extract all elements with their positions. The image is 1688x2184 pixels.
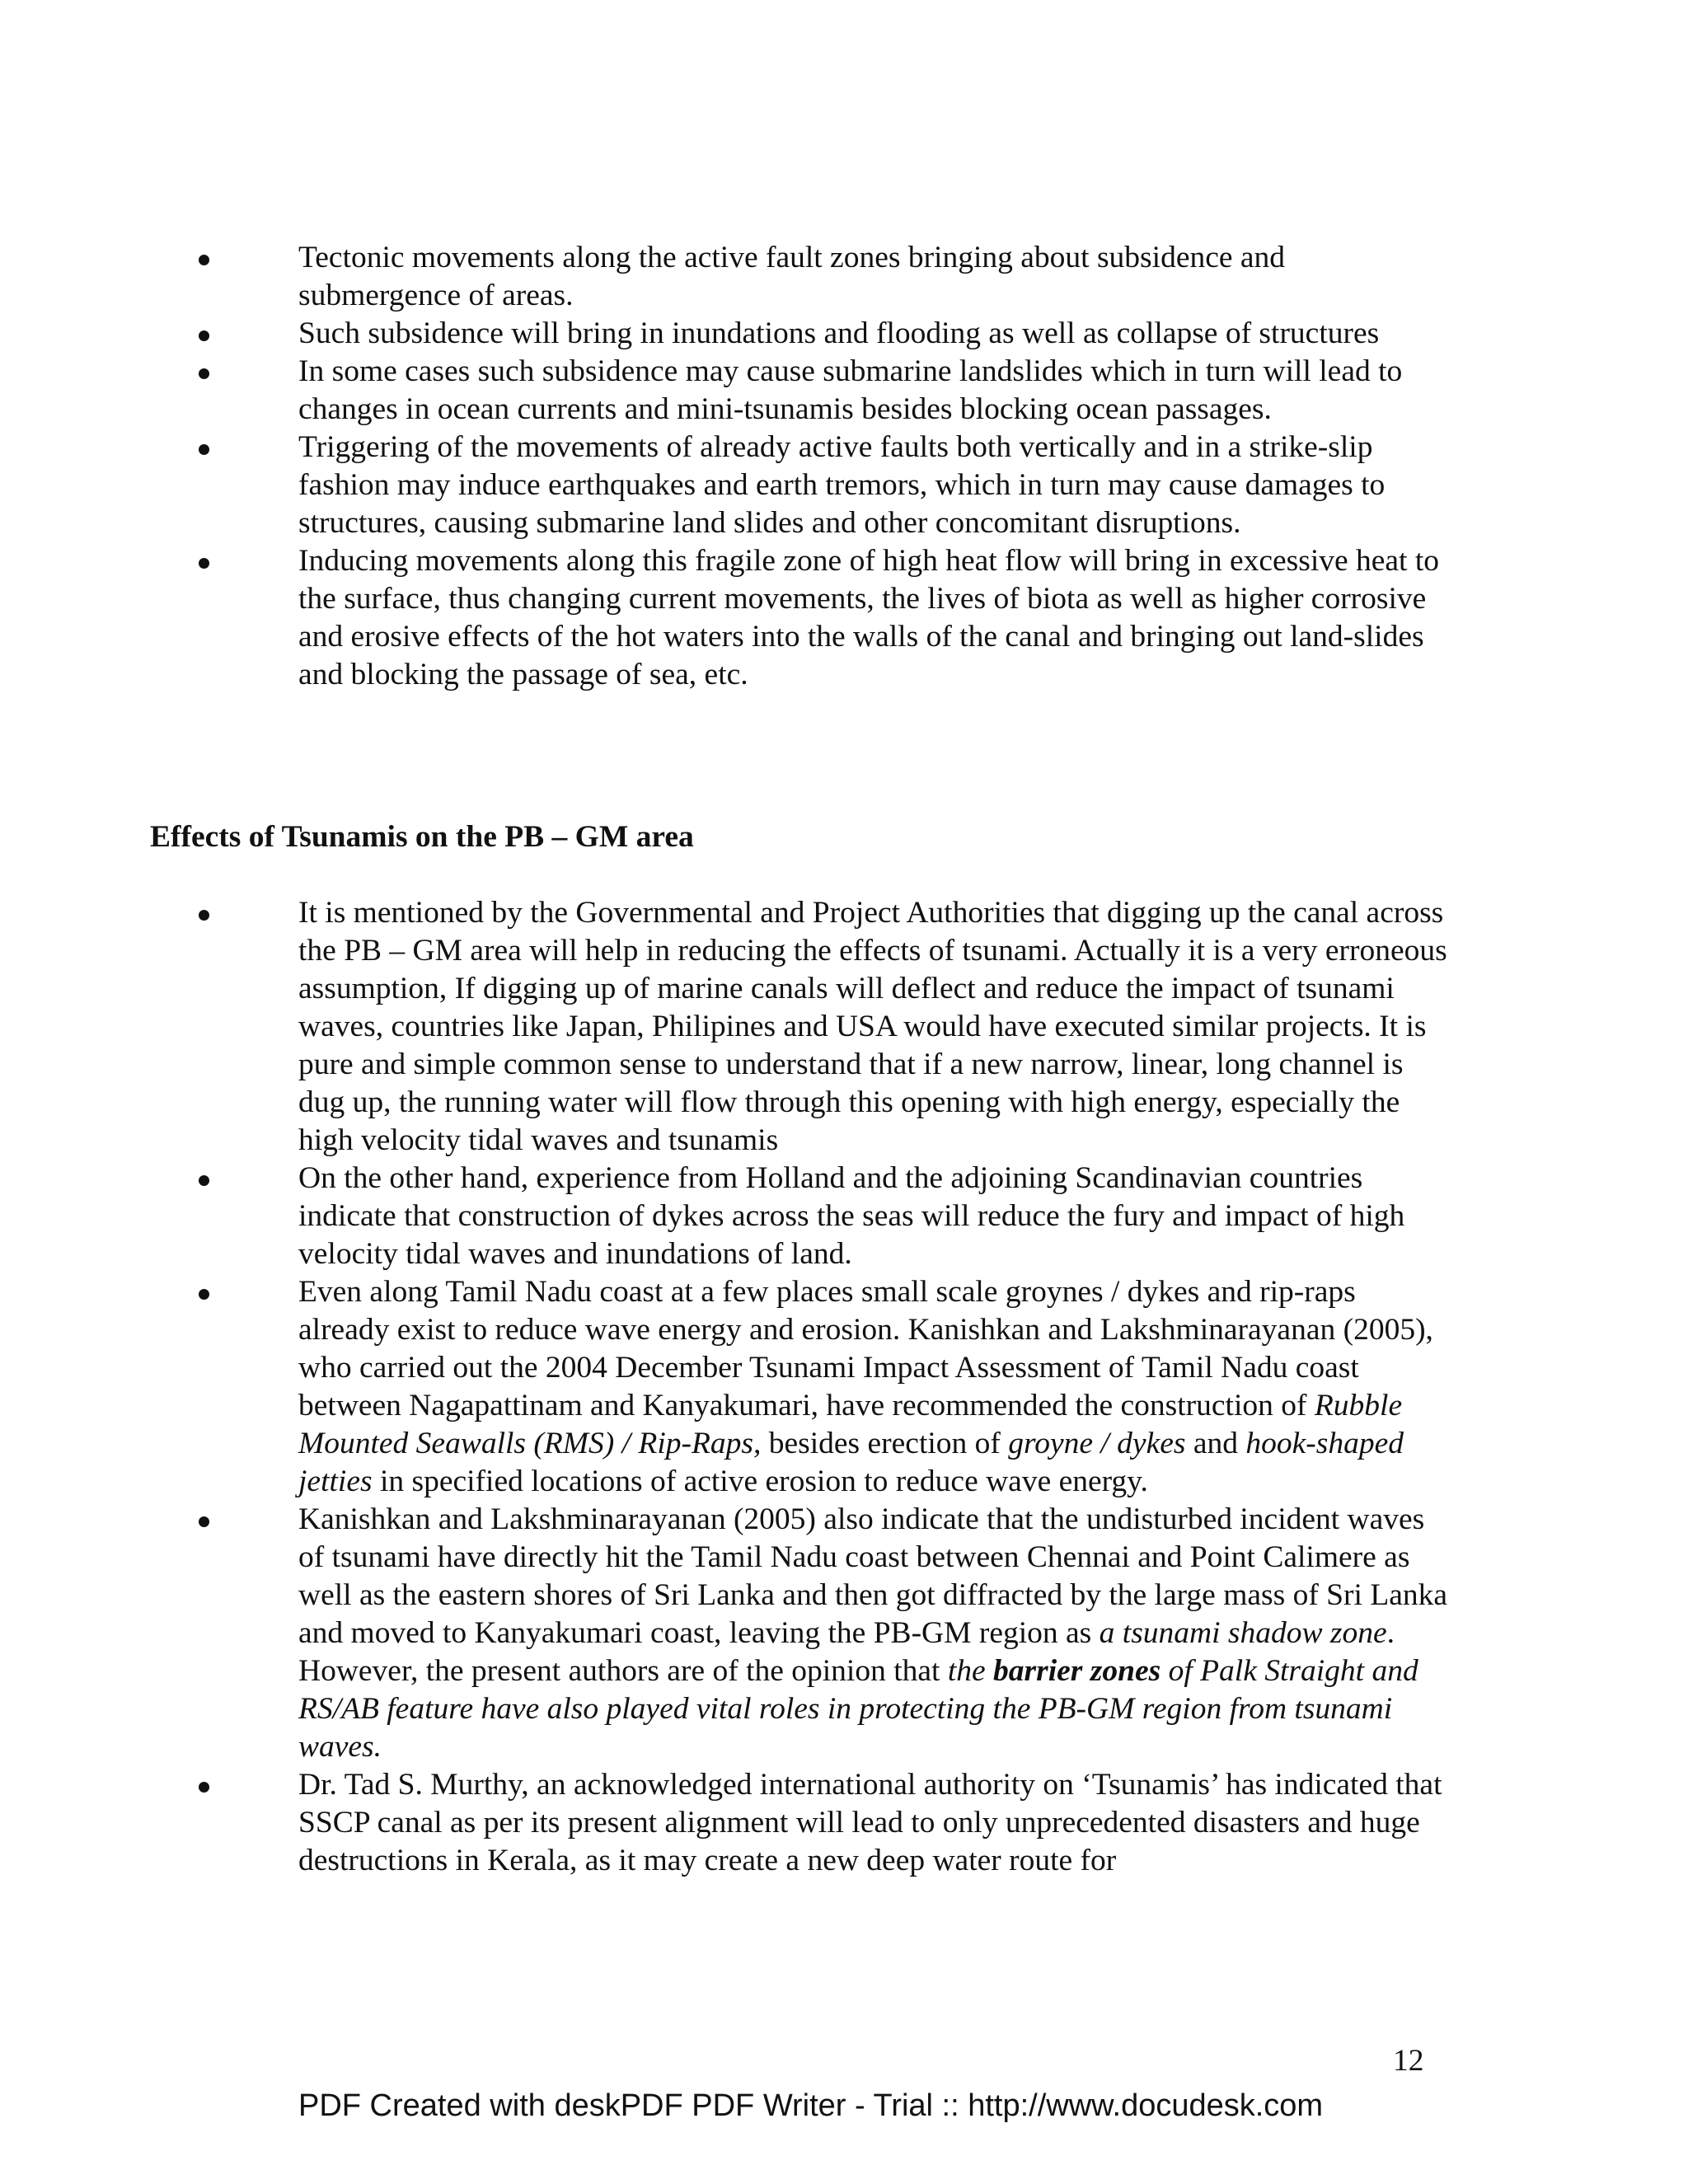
list-item-text [298, 1275, 1433, 1498]
text-run [986, 1654, 993, 1688]
italic-text: Rubble Mounted Seawalls (RMS) / Rip-Raps, [298, 1389, 1403, 1460]
list-item-text: On the other hand, experience from Holland and the adjoining Scandinavian countries indicate that construction of dykes across the seas will reduce the fury and impact of high velocity tidal waves and inundations of land. [298, 1161, 1405, 1271]
page-number: 12 [1393, 2044, 1424, 2078]
italic-text: of Palk Straight and RS/AB feature have also played vital roles in protecting the PB-GM region from tsunami waves. [298, 1654, 1418, 1764]
list-item-text [298, 1502, 1447, 1764]
list-item-text: Triggering of the movements of already active faults both vertically and in a strike-slip fashion may induce earthquakes and earth tremors, which in turn may cause damages to structures, causing submarine land slides and other concomitant disruptions. [298, 430, 1386, 540]
italic-text: the [947, 1654, 986, 1688]
list-item-text: Inducing movements along this fragile zone of high heat flow will bring in excessive heat to the surface, thus changing current movements, the lives of biota as well as higher corrosive and erosive effects of the hot waters into the walls of the canal and bringing out land-slides and blocking the passage of sea, etc. [298, 544, 1440, 691]
text-run: in specified locations of active erosion to reduce wave energy. [372, 1465, 1148, 1498]
bold-italic-text: barrier zones [993, 1654, 1161, 1688]
text-run: . However, the present authors are of the opinion that [298, 1616, 1395, 1688]
list-item-text: Tectonic movements along the active fault zones bringing about subsidence and submergence of areas. [298, 241, 1286, 312]
list-item-text: It is mentioned by the Governmental and Project Authorities that digging up the canal across the PB – GM area will help in reducing the effects of tsunami. Actually it is a very erroneous assumption, If digging up of marine canals will deflect and reduce the impact of tsunami waves, countries like Japan, Philipines and USA would have executed similar projects. It is pure and simple common sense to understand that if a new narrow, linear, long channel is dug up, the running water will flow through this opening with high energy, especially the high velocity tidal waves and tsunamis [298, 896, 1447, 1157]
text-run: Even along Tamil Nadu coast at a few places small scale groynes / dykes and rip-raps already exist to reduce wave energy and erosion. Kanishkan and Lakshminarayanan (2005), who carried out the 2004 December Tsunami Impact Assessment of Tamil Nadu coast between Nagapattinam and Kanyakumari, have recommended the construction of [298, 1275, 1433, 1422]
italic-text: a tsunami shadow zone [1099, 1616, 1387, 1650]
text-run: besides erection of [761, 1427, 1009, 1460]
list-item [0, 429, 1452, 542]
list-item [0, 1766, 1452, 1880]
section-heading: Effects of Tsunamis on the PB – GM area [150, 820, 694, 854]
list-item [0, 1273, 1452, 1501]
list-item [0, 353, 1452, 429]
impact-bullet-list [0, 239, 1452, 694]
pdf-footer-watermark: PDF Created with deskPDF PDF Writer - Trial :: http://www.docudesk.com [298, 2088, 1324, 2123]
italic-text: groyne / dykes [1008, 1427, 1186, 1460]
list-item-text: Dr. Tad S. Murthy, an acknowledged international authority on ‘Tsunamis’ has indicated that SSCP canal as per its present alignment will lead to only unprecedented disasters and huge destructions in Kerala, as it may create a new deep water route for [298, 1768, 1442, 1877]
text-run: and [1185, 1427, 1246, 1460]
list-item [0, 315, 1452, 353]
list-item-text: Such subsidence will bring in inundations and flooding as well as collapse of structures [298, 316, 1380, 350]
list-item-text: In some cases such subsidence may cause submarine landslides which in turn will lead to changes in ocean currents and mini-tsunamis besides blocking ocean passages. [298, 354, 1403, 426]
list-item [0, 239, 1452, 315]
list-item [0, 894, 1452, 1160]
list-item [0, 542, 1452, 694]
list-item [0, 1501, 1452, 1766]
list-item [0, 1160, 1452, 1273]
italic-text: hook-shaped jetties [298, 1427, 1404, 1498]
tsunami-bullet-list [0, 894, 1452, 1880]
text-run: Kanishkan and Lakshminarayanan (2005) also indicate that the undisturbed incident waves of tsunami have directly hit the Tamil Nadu coast between Chennai and Point Calimere as well as the eastern shores of Sri Lanka and then got diffracted by the large mass of Sri Lanka and moved to Kanyakumari coast, leaving the PB-GM region as [298, 1502, 1448, 1650]
